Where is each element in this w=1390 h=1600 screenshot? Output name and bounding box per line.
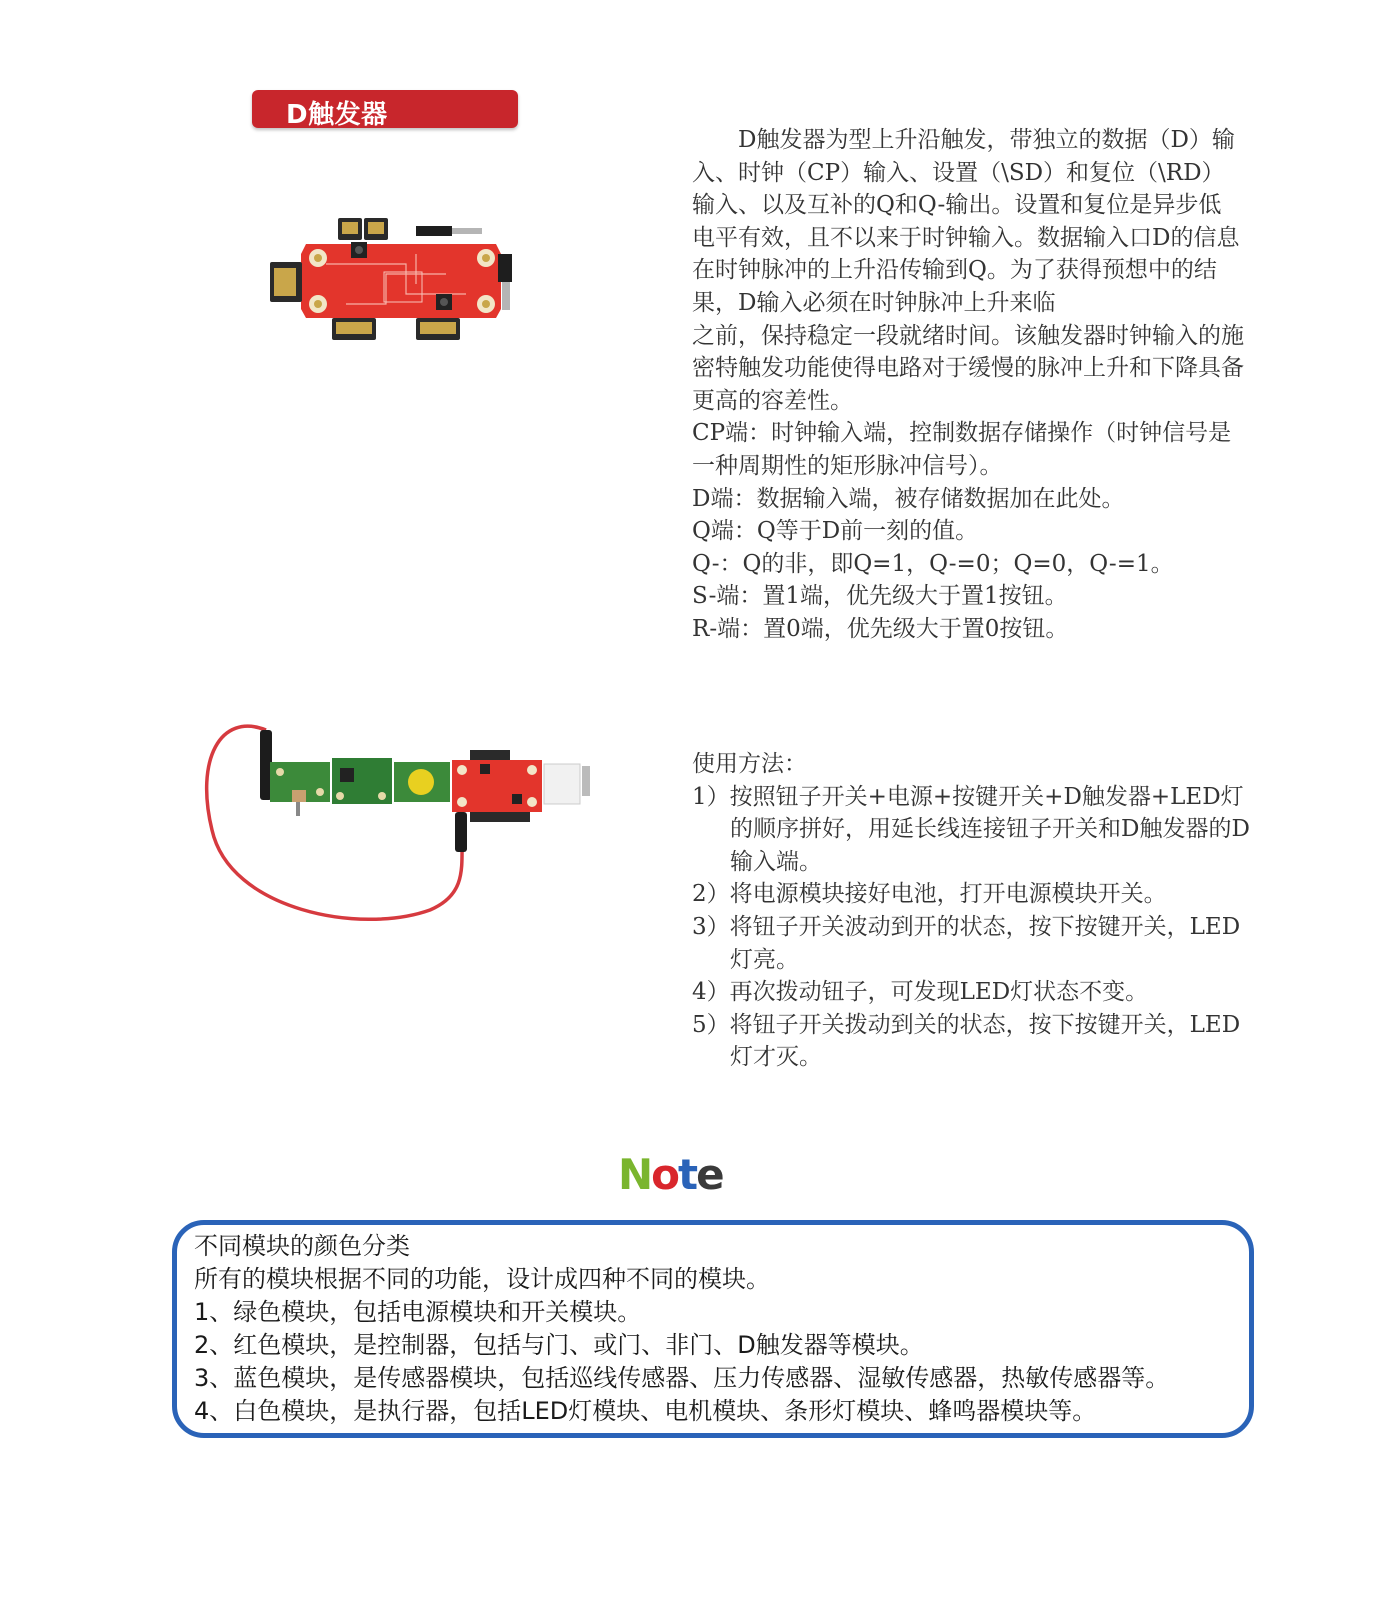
note-content bbox=[194, 1230, 1244, 1428]
description-paragraph: CP端：时钟输入端，控制数据存储操作（时钟信号是一种周期性的矩形脉冲信号）。 bbox=[692, 420, 1232, 479]
note-logo-letter: o bbox=[651, 1150, 679, 1199]
usage-step: 5）将钮子开关拨动到关的状态，按下按键开关，LED灯才灭。 bbox=[692, 1011, 1241, 1071]
title-badge bbox=[252, 90, 518, 128]
description-paragraph: S-端：置1端，优先级大于置1按钮。 bbox=[692, 583, 1068, 610]
note-logo bbox=[618, 1150, 738, 1198]
usage-heading: 使用方法： bbox=[692, 751, 807, 777]
description-paragraph: R-端：置0端，优先级大于置0按钮。 bbox=[692, 615, 1069, 642]
description-paragraph: Q端：Q等于D前一刻的值。 bbox=[692, 518, 979, 545]
note-logo-letter: N bbox=[618, 1150, 652, 1199]
description bbox=[692, 124, 1244, 646]
note-logo-letter: t bbox=[678, 1150, 697, 1199]
description-paragraph: Q-：Q的非，即Q=1，Q-=0；Q=0，Q-=1。 bbox=[692, 550, 1174, 577]
d-flipflop-module-photo bbox=[266, 214, 546, 344]
note-logo-letter: e bbox=[696, 1150, 723, 1199]
usage-step: 4）再次拨动钮子，可发现LED灯状态不变。 bbox=[692, 979, 1149, 1006]
description-paragraph: 之前，保持稳定一段就绪时间。该触发器时钟输入的施密特触发功能使得电路对于缓慢的脉冲上升和下降具备更高的容差性。 bbox=[692, 322, 1244, 414]
usage-section bbox=[692, 748, 1252, 1074]
description-paragraph: D触发器为型上升沿触发，带独立的数据（D）输入、时钟（CP）输入、设置（\SD）和复位（\RD）输入、以及互补的Q和Q-输出。设置和复位是异步低电平有效，且不以来于时钟输入。数据输入口D的信息在时钟脉冲的上升沿传输到Q。为了获得预想中的结果，D输入必须在时钟脉冲上升来临 bbox=[692, 127, 1240, 316]
note-line: 所有的模块根据不同的功能，设计成四种不同的模块。 bbox=[194, 1265, 770, 1293]
usage-step: 3）将钮子开关波动到开的状态，按下按键开关，LED灯亮。 bbox=[692, 913, 1241, 973]
assembled-circuit-photo bbox=[200, 720, 620, 938]
usage-step: 2）将电源模块接好电池，打开电源模块开关。 bbox=[692, 881, 1167, 908]
description-paragraph: D端：数据输入端，被存储数据加在此处。 bbox=[692, 485, 1125, 512]
note-line: 1、绿色模块，包括电源模块和开关模块。 bbox=[194, 1298, 642, 1326]
note-line: 3、蓝色模块，是传感器模块，包括巡线传感器、压力传感器、湿敏传感器，热敏传感器等。 bbox=[194, 1364, 1170, 1392]
note-line: 4、白色模块，是执行器，包括LED灯模块、电机模块、条形灯模块、蜂鸣器模块等。 bbox=[194, 1397, 1097, 1425]
note-heading: 不同模块的颜色分类 bbox=[194, 1232, 410, 1260]
page-title: D触发器 bbox=[286, 100, 388, 130]
usage-step: 1）按照钮子开关+电源+按键开关+D触发器+LED灯的顺序拼好，用延长线连接钮子开关和D触发器的D输入端。 bbox=[692, 783, 1250, 875]
note-line: 2、红色模块，是控制器，包括与门、或门、非门、D触发器等模块。 bbox=[194, 1331, 924, 1359]
